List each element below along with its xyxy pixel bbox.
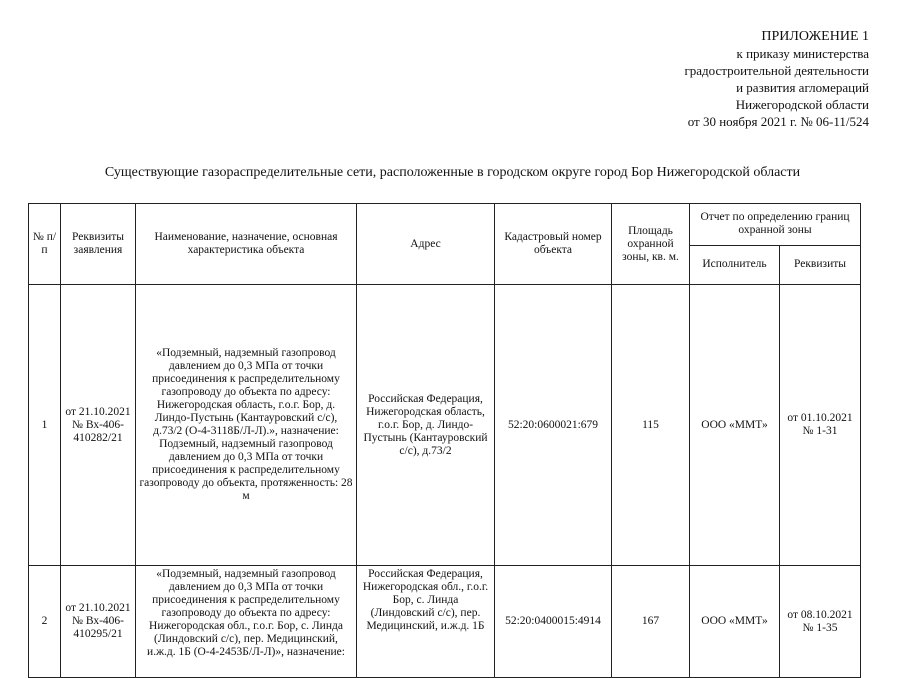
cell-address: Российская Федерация, Нижегородская обл., г.о.г. Бор, с. Линда (Линдовский с/с), пер. Медицинский, и.ж.д. 1Б [357,566,495,678]
gas-networks-table [28,203,861,678]
cell-cadastral: 52:20:0400015:4914 [495,566,612,678]
header-num: № п/п [29,204,61,285]
appendix-label: ПРИЛОЖЕНИЕ 1 [761,29,869,44]
cell-executor: ООО «ММТ» [690,285,780,566]
cell-name: «Подземный, надземный газопровод давлением до 0,3 МПа от точки присоединения к распределительному газопроводу до объекта по адресу: Нижегородская обл., г.о.г. Бор, с. Линда (Линдовский с/с), пер. Медицинский, и.ж.д. 1Б (О-4-2453Б/Л-Л)», назначение: [136,566,357,678]
table-row [29,285,861,566]
table-row [29,566,861,678]
header-report: Отчет по определению границ охранной зоны [690,204,861,246]
cell-requisites: от 21.10.2021 № Вх-406-410295/21 [61,566,136,678]
order-line-1: к приказу министерства [736,46,869,61]
header-report-requisites: Реквизиты [780,245,861,285]
order-line-3: и развития агломераций [736,80,869,95]
order-date-number: от 30 ноября 2021 г. № 06-11/524 [687,114,869,129]
appendix-header [684,28,869,130]
cell-name: «Подземный, надземный газопровод давлением до 0,3 МПа от точки присоединения к распределительному газопроводу до объекта по адресу: Нижегородская область, г.о.г. Бор, д. Линдо-Пустынь (Кантауровский с/с), д.73/2 (О-4-3118Б/Л-Л).», назначение: Подземный, надземный газопровод давлением до 0,3 МПа от точки присоединения к распределительному газопроводу до объекта, протяженность: 28 м [136,285,357,566]
header-requisites: Реквизиты заявления [61,204,136,285]
cell-cadastral: 52:20:0600021:679 [495,285,612,566]
cell-report-requisites: от 01.10.2021 № 1-31 [780,285,861,566]
cell-executor: ООО «ММТ» [690,566,780,678]
cell-report-requisites: от 08.10.2021 № 1-35 [780,566,861,678]
document-title: Существующие газораспределительные сети, расположенные в городском округе город Бор Нижегородской области [104,165,801,180]
header-cadastral: Кадастровый номер объекта [495,204,612,285]
cell-num: 2 [29,566,61,678]
cell-area: 115 [612,285,690,566]
cell-num: 1 [29,285,61,566]
header-executor: Исполнитель [690,245,780,285]
cell-area: 167 [612,566,690,678]
header-area: Площадь охранной зоны, кв. м. [612,204,690,285]
header-row-top [29,204,861,246]
cell-address: Российская Федерация, Нижегородская область, г.о.г. Бор, д. Линдо-Пустынь (Кантауровский с/с), д.73/2 [357,285,495,566]
order-line-4: Нижегородской области [735,97,869,112]
cell-requisites: от 21.10.2021 № Вх-406-410282/21 [61,285,136,566]
header-address: Адрес [357,204,495,285]
order-line-2: градостроительной деятельности [684,63,869,78]
header-name: Наименование, назначение, основная характеристика объекта [136,204,357,285]
